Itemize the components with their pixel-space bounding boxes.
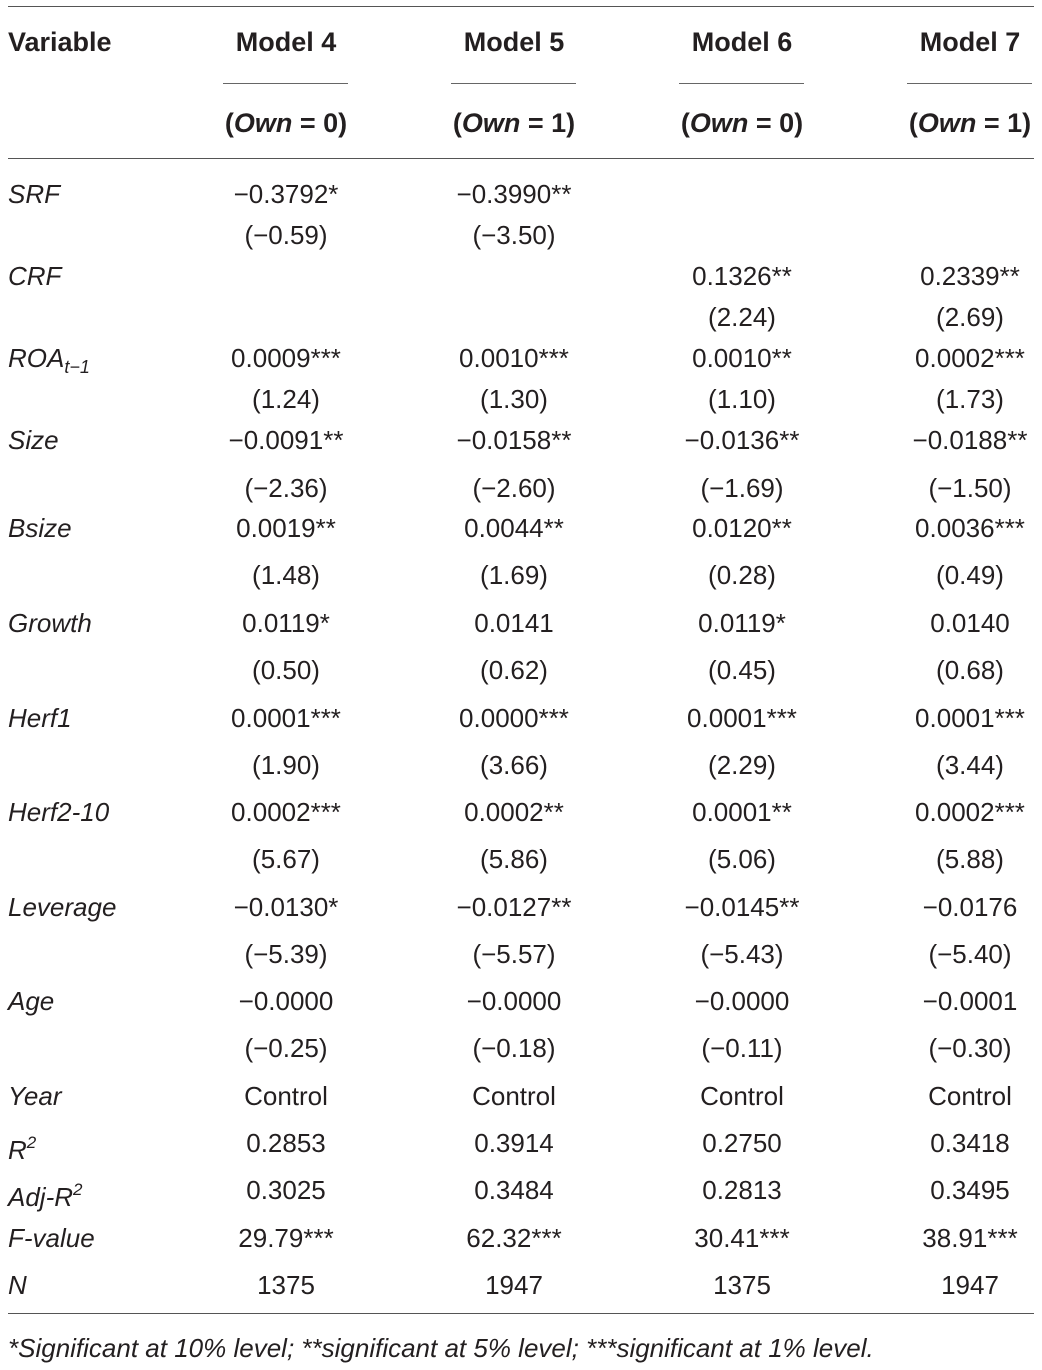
- t-statistic-cell: (−1.50): [928, 473, 1012, 503]
- summary-value-cell: 0.3495: [930, 1175, 1010, 1205]
- t-statistic-cell: (0.45): [708, 655, 776, 685]
- variable-label: Year: [8, 1081, 62, 1111]
- model-5-underline: [451, 83, 576, 84]
- summary-value-cell: 0.3025: [246, 1175, 326, 1205]
- t-statistic-cell: (−0.59): [244, 220, 328, 250]
- variable-name-r-sq: [8, 1127, 36, 1166]
- t-statistic-cell: (0.49): [936, 560, 1004, 590]
- t-statistic-cell: (1.30): [480, 384, 548, 414]
- model-4-underline: [223, 83, 348, 84]
- coefficient-cell: 0.0001***: [687, 703, 797, 733]
- coefficient-cell: −0.0000: [238, 986, 334, 1016]
- t-statistic-cell: (−0.11): [701, 1033, 783, 1063]
- own-variable: Own: [233, 108, 293, 138]
- summary-value-cell: 0.2813: [702, 1175, 782, 1205]
- summary-value-cell: 62.32***: [466, 1223, 562, 1253]
- coefficient-cell: 0.0001**: [692, 797, 792, 827]
- bottom-rule: [8, 1313, 1034, 1314]
- t-statistic-cell: (−5.43): [700, 939, 784, 969]
- own-variable: Own: [917, 108, 977, 138]
- t-statistic-cell: (1.73): [936, 384, 1004, 414]
- summary-value-cell: 0.2750: [702, 1128, 782, 1158]
- header-rule: [8, 158, 1034, 159]
- t-statistic-cell: (1.48): [252, 560, 320, 590]
- variable-name-age: [8, 985, 54, 1017]
- coefficient-cell: −0.3990**: [456, 179, 572, 209]
- coefficient-cell: 0.2339**: [920, 261, 1020, 291]
- t-statistic-cell: (5.88): [936, 844, 1004, 874]
- coefficient-cell: −0.0145**: [684, 892, 800, 922]
- t-statistic-cell: (5.86): [480, 844, 548, 874]
- variable-label: Leverage: [8, 892, 117, 922]
- t-statistic-cell: (−2.36): [244, 473, 328, 503]
- coefficient-cell: 0.0120**: [692, 513, 792, 543]
- summary-value-cell: 1375: [713, 1270, 771, 1300]
- coefficient-cell: −0.0176: [922, 892, 1018, 922]
- coefficient-cell: 0.0002***: [915, 797, 1025, 827]
- t-statistic-cell: (2.29): [708, 750, 776, 780]
- coefficient-cell: −0.3792*: [233, 179, 339, 209]
- model-5-header: Model 5: [463, 27, 565, 57]
- summary-value-cell: Control: [700, 1081, 784, 1111]
- significance-footnote: *Significant at 10% level; **significant at 5% level; ***significant at 1% level.: [8, 1333, 874, 1363]
- variable-name-roa-lag: [8, 342, 90, 383]
- variable-label: ROA: [8, 343, 65, 373]
- variable-label: SRF: [8, 179, 60, 209]
- coefficient-cell: −0.0130*: [233, 892, 339, 922]
- summary-value-cell: Control: [928, 1081, 1012, 1111]
- t-statistic-cell: (1.90): [252, 750, 320, 780]
- variable-name-size: [8, 424, 59, 456]
- top-rule: [8, 6, 1034, 7]
- t-statistic-cell: (0.62): [480, 655, 548, 685]
- variable-label: Growth: [8, 608, 92, 638]
- variable-name-f-value: [8, 1222, 95, 1254]
- t-statistic-cell: (0.28): [708, 560, 776, 590]
- t-statistic-cell: (3.44): [936, 750, 1004, 780]
- coefficient-cell: 0.0000***: [459, 703, 569, 733]
- t-statistic-cell: (1.10): [708, 384, 776, 414]
- coefficient-cell: −0.0091**: [228, 425, 344, 455]
- coefficient-cell: 0.0002***: [915, 343, 1025, 373]
- t-statistic-cell: (−0.30): [928, 1033, 1012, 1063]
- variable-name-year: [8, 1080, 62, 1112]
- variable-name-crf: [8, 260, 61, 292]
- variable-name-growth: [8, 607, 92, 639]
- variable-label: Herf1: [8, 703, 72, 733]
- variable-subscript: t−1: [64, 357, 90, 377]
- t-statistic-cell: (−5.39): [244, 939, 328, 969]
- model-6-underline: [679, 83, 804, 84]
- own-variable: Own: [689, 108, 749, 138]
- variable-name-n: [8, 1269, 27, 1301]
- variable-label: Bsize: [8, 513, 72, 543]
- model-4-subgroup: (Own = 0): [224, 108, 348, 138]
- model-5-subgroup: (Own = 1): [452, 108, 576, 138]
- t-statistic-cell: (−5.57): [472, 939, 556, 969]
- variable-superscript: 2: [26, 1133, 37, 1152]
- coefficient-cell: 0.0002***: [231, 797, 341, 827]
- coefficient-cell: 0.0009***: [231, 343, 341, 373]
- t-statistic-cell: (5.06): [708, 844, 776, 874]
- t-statistic-cell: (0.68): [936, 655, 1004, 685]
- coefficient-cell: 0.0010**: [692, 343, 792, 373]
- variable-label: Herf2-10: [8, 797, 110, 827]
- model-7-underline: [907, 83, 1032, 84]
- summary-value-cell: 0.3914: [474, 1128, 554, 1158]
- variable-label: R: [8, 1135, 27, 1165]
- t-statistic-cell: (−1.69): [700, 473, 784, 503]
- summary-value-cell: 1375: [257, 1270, 315, 1300]
- variable-name-herf1: [8, 702, 72, 734]
- own-condition: = 0): [748, 108, 804, 138]
- own-variable: Own: [461, 108, 521, 138]
- coefficient-cell: −0.0001: [922, 986, 1018, 1016]
- own-condition: = 1): [520, 108, 576, 138]
- model-6-header: Model 6: [691, 27, 793, 57]
- coefficient-cell: 0.0140: [930, 608, 1010, 638]
- variable-label: Age: [8, 986, 55, 1016]
- coefficient-cell: 0.0036***: [915, 513, 1025, 543]
- t-statistic-cell: (2.24): [708, 302, 776, 332]
- summary-value-cell: 1947: [941, 1270, 999, 1300]
- coefficient-cell: −0.0000: [694, 986, 790, 1016]
- own-condition: = 1): [976, 108, 1032, 138]
- coefficient-cell: −0.0127**: [456, 892, 572, 922]
- variable-column-header: Variable: [8, 27, 112, 57]
- variable-name-leverage: [8, 891, 116, 923]
- coefficient-cell: 0.0001***: [915, 703, 1025, 733]
- t-statistic-cell: (1.24): [252, 384, 320, 414]
- summary-value-cell: 0.2853: [246, 1128, 326, 1158]
- variable-label: Adj-R: [8, 1182, 74, 1212]
- coefficient-cell: 0.0019**: [236, 513, 336, 543]
- own-condition: = 0): [292, 108, 348, 138]
- t-statistic-cell: (5.67): [252, 844, 320, 874]
- coefficient-cell: −0.0000: [466, 986, 562, 1016]
- coefficient-cell: 0.0141: [474, 608, 554, 638]
- model-7-subgroup: (Own = 1): [908, 108, 1032, 138]
- coefficient-cell: 0.0119*: [242, 608, 330, 638]
- coefficient-cell: 0.0044**: [464, 513, 564, 543]
- coefficient-cell: 0.1326**: [692, 261, 792, 291]
- t-statistic-cell: (−0.25): [244, 1033, 328, 1063]
- t-statistic-cell: (−2.60): [472, 473, 556, 503]
- variable-superscript: 2: [73, 1180, 83, 1199]
- summary-value-cell: 30.41***: [694, 1223, 790, 1253]
- coefficient-cell: −0.0136**: [684, 425, 800, 455]
- coefficient-cell: 0.0119*: [698, 608, 786, 638]
- variable-name-herf2-10: [8, 796, 109, 828]
- model-6-subgroup: (Own = 0): [680, 108, 804, 138]
- t-statistic-cell: (−0.18): [472, 1033, 556, 1063]
- t-statistic-cell: (−5.40): [928, 939, 1012, 969]
- coefficient-cell: −0.0158**: [456, 425, 572, 455]
- model-7-header: Model 7: [919, 27, 1021, 57]
- summary-value-cell: 0.3418: [930, 1128, 1010, 1158]
- variable-name-srf: [8, 178, 60, 210]
- coefficient-cell: 0.0002**: [464, 797, 564, 827]
- model-4-header: Model 4: [235, 27, 337, 57]
- t-statistic-cell: (1.69): [480, 560, 548, 590]
- summary-value-cell: 0.3484: [474, 1175, 554, 1205]
- coefficient-cell: 0.0001***: [231, 703, 341, 733]
- summary-value-cell: 29.79***: [238, 1223, 334, 1253]
- coefficient-cell: −0.0188**: [912, 425, 1028, 455]
- variable-label: CRF: [8, 261, 62, 291]
- t-statistic-cell: (3.66): [480, 750, 548, 780]
- variable-name-bsize: [8, 512, 72, 544]
- summary-value-cell: Control: [472, 1081, 556, 1111]
- variable-label: Size: [8, 425, 59, 455]
- summary-value-cell: Control: [244, 1081, 328, 1111]
- variable-name-adj-r-sq: [8, 1174, 82, 1213]
- summary-value-cell: 38.91***: [922, 1223, 1018, 1253]
- coefficient-cell: 0.0010***: [459, 343, 569, 373]
- t-statistic-cell: (−3.50): [472, 220, 556, 250]
- t-statistic-cell: (0.50): [252, 655, 320, 685]
- summary-value-cell: 1947: [485, 1270, 543, 1300]
- t-statistic-cell: (2.69): [936, 302, 1004, 332]
- variable-label: N: [8, 1270, 27, 1300]
- variable-label: F-value: [8, 1223, 95, 1253]
